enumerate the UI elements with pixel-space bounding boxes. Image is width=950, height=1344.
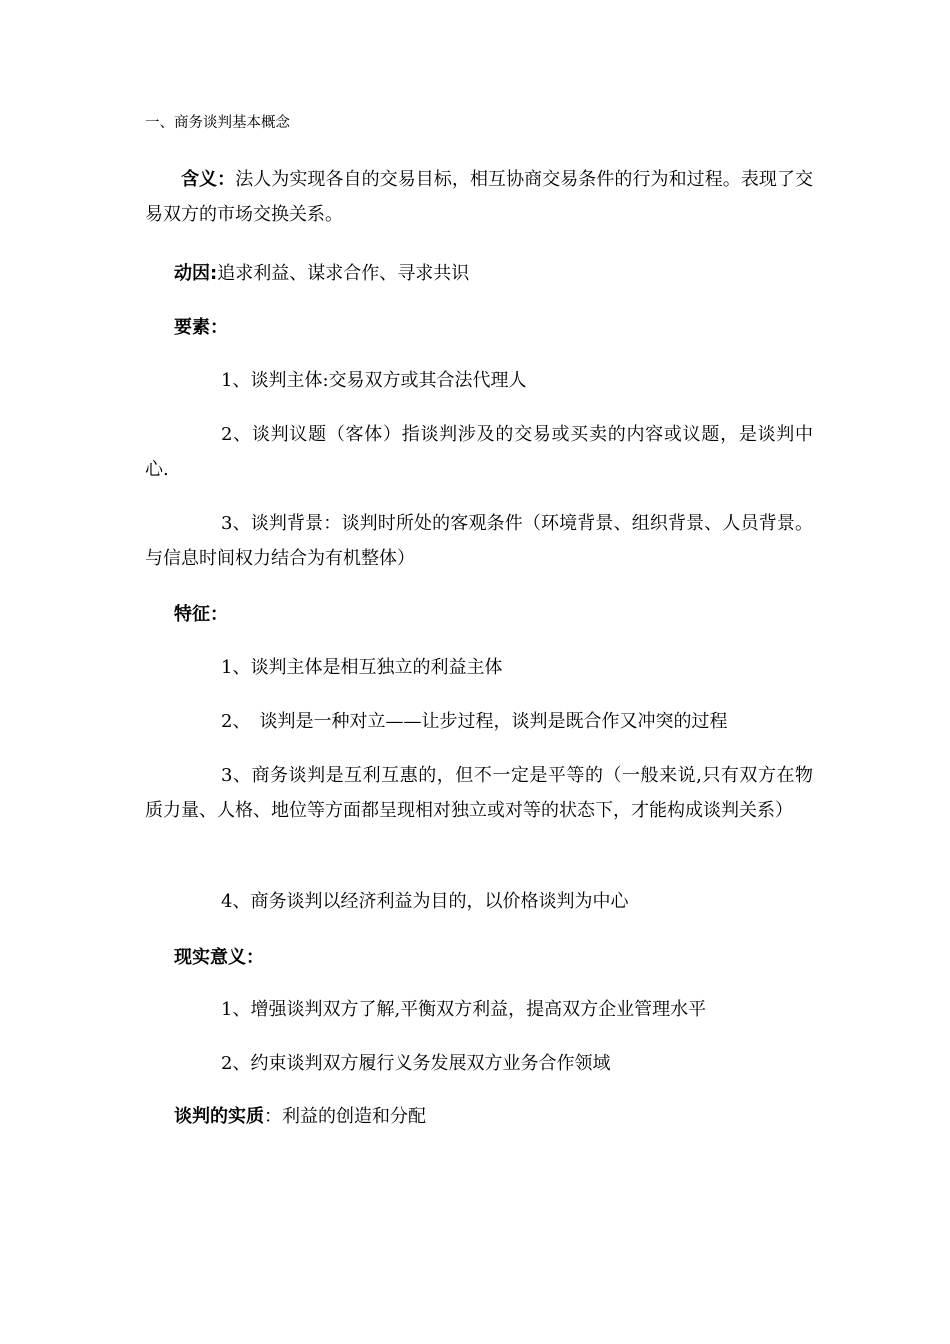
features-item: 4、商务谈判以经济利益为目的，以价格谈判为中心 <box>221 891 629 912</box>
elements-item: 3、谈判背景：谈判时所处的客观条件（环境背景、组织背景、人员背景。与信息时间权力结合为有机整体） <box>145 513 813 569</box>
significance-label: 现实意义： <box>174 947 264 968</box>
elements-item: 2、谈判议题（客体）指谈判涉及的交易或买卖的内容或议题，是谈判中心. <box>145 424 813 480</box>
elements-label-paragraph <box>145 310 813 345</box>
significance-label-paragraph <box>145 940 813 975</box>
essence-paragraph <box>145 1099 813 1134</box>
meaning-text: 法人为实现各自的交易目标，相互协商交易条件的行为和过程。表现了交易双方的市场交换关系。 <box>145 169 814 225</box>
features-item: 3、商务谈判是互利互惠的，但不一定是平等的（一般来说,只有双方在物质力量、人格、地位等方面都呈现相对独立或对等的状态下，才能构成谈判关系） <box>145 765 813 821</box>
elements-label: 要素： <box>174 317 228 338</box>
motive-paragraph <box>145 256 813 291</box>
significance-item: 2、约束谈判双方履行义务发展双方业务合作领域 <box>221 1053 611 1074</box>
motive-label: 动因: <box>174 263 218 284</box>
significance-item: 1、增强谈判双方了解,平衡双方利益，提高双方企业管理水平 <box>221 999 707 1020</box>
motive-text: 追求利益、谋求合作、寻求共识 <box>217 263 470 284</box>
meaning-paragraph <box>145 162 813 232</box>
section-heading: 一、商务谈判基本概念 <box>145 115 290 131</box>
features-item: 1、谈判主体是相互独立的利益主体 <box>221 657 503 678</box>
features-label: 特征： <box>174 604 228 625</box>
features-item: 2、 谈判是一种对立——让步过程，谈判是既合作又冲突的过程 <box>221 711 728 732</box>
elements-item: 1、谈判主体:交易双方或其合法代理人 <box>221 370 527 391</box>
features-label-paragraph <box>145 597 813 632</box>
essence-text: ：利益的创造和分配 <box>264 1106 426 1127</box>
meaning-label: 含义： <box>181 169 236 190</box>
essence-label: 谈判的实质 <box>174 1106 264 1127</box>
